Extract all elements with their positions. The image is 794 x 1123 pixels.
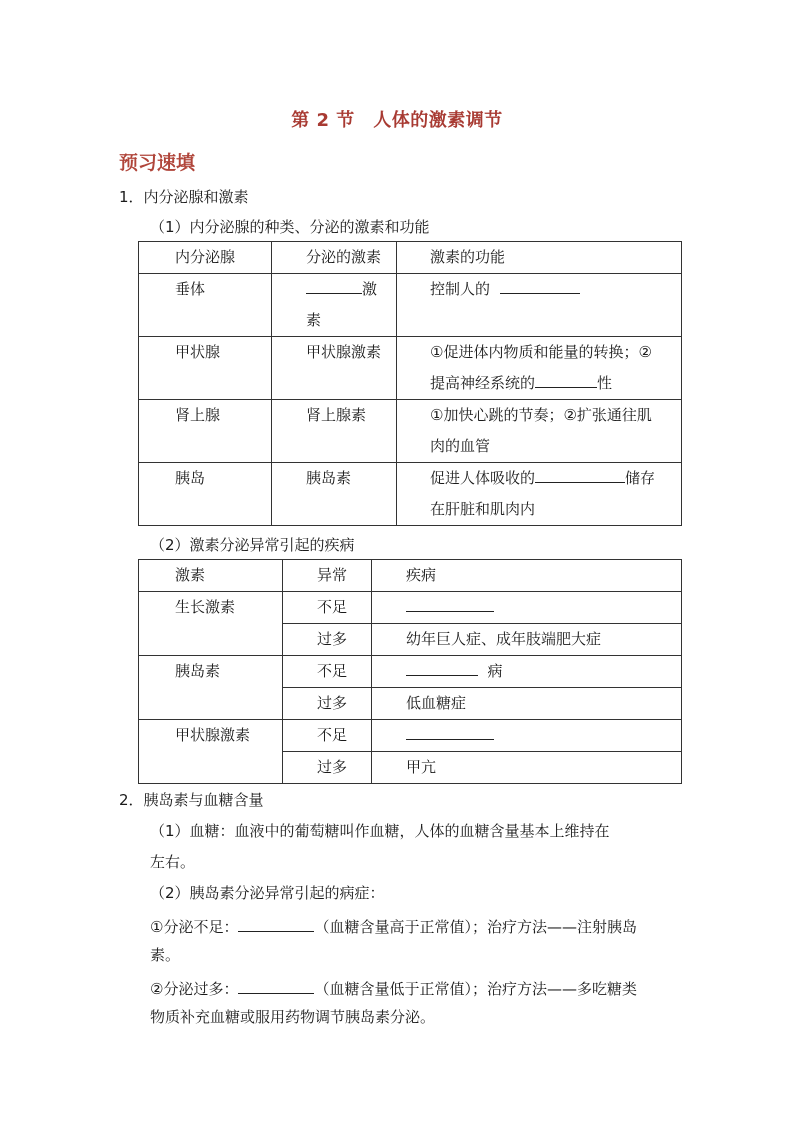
cell-hormone: 肾上腺素 <box>272 400 397 463</box>
table-row <box>139 560 682 592</box>
q2-heading: 2．胰岛素与血糖含量 <box>119 791 264 809</box>
cell-gland: 甲状腺 <box>139 337 272 400</box>
q1-heading: 1．内分泌腺和激素 <box>119 188 249 206</box>
cell-abnormal: 过多 <box>283 624 372 656</box>
cell-abnormal: 过多 <box>283 688 372 720</box>
header-disease: 疾病 <box>372 560 682 592</box>
table-row <box>139 656 682 688</box>
q2-p1b: 左右。 <box>150 853 196 871</box>
header-hormone: 分泌的激素 <box>272 242 397 274</box>
q1-sub1: （1）内分泌腺的种类、分泌的激素和功能 <box>150 218 430 236</box>
header-function: 激素的功能 <box>397 242 682 274</box>
table-row <box>139 337 682 400</box>
cell-gland: 垂体 <box>139 274 272 337</box>
cell-disease: 幼年巨人症、成年肢端肥大症 <box>372 624 682 656</box>
cell-hormone: 胰岛素 <box>272 463 397 526</box>
table-row <box>139 463 682 526</box>
q2-p2: （2）胰岛素分泌异常引起的病症： <box>150 884 385 902</box>
header-gland: 内分泌腺 <box>139 242 272 274</box>
answer-blank[interactable] <box>535 369 597 388</box>
cell-hormone: 激 素 <box>272 274 397 337</box>
cell-abnormal: 不足 <box>283 592 372 624</box>
answer-blank[interactable] <box>238 975 314 994</box>
q1-sub2: （2）激素分泌异常引起的疾病 <box>150 536 355 554</box>
answer-blank[interactable] <box>406 657 478 676</box>
header-abnormal: 异常 <box>283 560 372 592</box>
cell-hormone: 胰岛素 <box>139 656 283 720</box>
page-title: 第 2 节 人体的激素调节 <box>291 110 503 131</box>
cell-disease: 病 <box>372 656 682 688</box>
cell-hormone: 甲状腺激素 <box>272 337 397 400</box>
table-row <box>139 592 682 624</box>
answer-blank[interactable] <box>500 275 580 294</box>
cell-hormone: 生长激素 <box>139 592 283 656</box>
q2-p3a: ①分泌不足： （血糖含量高于正常值）；治疗方法——注射胰岛 <box>150 913 637 937</box>
header-hormone: 激素 <box>139 560 283 592</box>
q2-p4a: ②分泌过多： （血糖含量低于正常值）；治疗方法——多吃糖类 <box>150 975 637 999</box>
table-row <box>139 400 682 463</box>
cell-gland: 胰岛 <box>139 463 272 526</box>
cell-disease: 甲亢 <box>372 752 682 784</box>
cell-abnormal: 不足 <box>283 720 372 752</box>
table-row <box>139 242 682 274</box>
disease-table <box>138 559 682 784</box>
cell-function: ①加快心跳的节奏；②扩张通往肌 肉的血管 <box>397 400 682 463</box>
cell-disease <box>372 720 682 752</box>
table-row <box>139 274 682 337</box>
cell-disease <box>372 592 682 624</box>
section-heading: 预习速填 <box>119 152 196 174</box>
cell-function: 促进人体吸收的 储存 在肝脏和肌肉内 <box>397 463 682 526</box>
cell-abnormal: 过多 <box>283 752 372 784</box>
gland-table <box>138 241 682 526</box>
q2-p1a: （1）血糖：血液中的葡萄糖叫作血糖，人体的血糖含量基本上维持在 <box>150 822 610 840</box>
table-row <box>139 720 682 752</box>
cell-abnormal: 不足 <box>283 656 372 688</box>
answer-blank[interactable] <box>306 275 362 294</box>
answer-blank[interactable] <box>406 593 494 612</box>
cell-function: ①促进体内物质和能量的转换；② 提高神经系统的 性 <box>397 337 682 400</box>
answer-blank[interactable] <box>406 721 494 740</box>
cell-disease: 低血糖症 <box>372 688 682 720</box>
cell-hormone: 甲状腺激素 <box>139 720 283 784</box>
answer-blank[interactable] <box>238 913 314 932</box>
cell-gland: 肾上腺 <box>139 400 272 463</box>
cell-function: 控制人的 <box>397 274 682 337</box>
q2-p3b: 素。 <box>150 946 181 964</box>
answer-blank[interactable] <box>535 464 625 483</box>
q2-p4b: 物质补充血糖或服用药物调节胰岛素分泌。 <box>150 1008 436 1026</box>
